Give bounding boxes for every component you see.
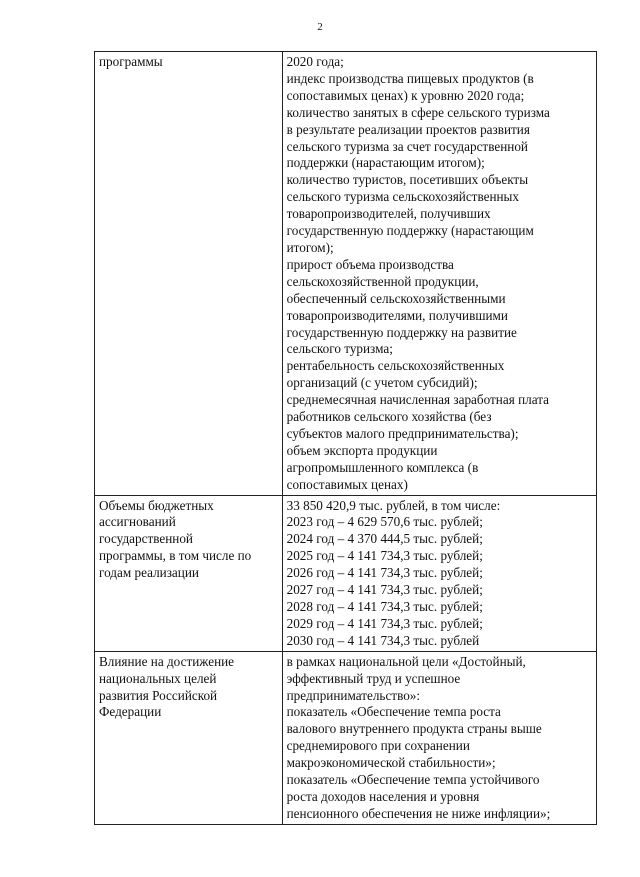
label-line: годам реализации: [99, 565, 199, 581]
value-line: в результате реализации проектов развития: [286, 121, 530, 137]
label-line: Влияние на достижение: [99, 653, 235, 669]
label-line: развития Российской: [99, 687, 218, 703]
value-line: пенсионного обеспечения не ниже инфляции»;: [286, 805, 551, 821]
value-line: показатель «Обеспечение темпа устойчивого: [286, 772, 540, 788]
value-line: сельского туризма сельскохозяйственных: [286, 189, 520, 205]
value-line: в рамках национальной цели «Достойный,: [286, 653, 526, 669]
row-value-cell: [282, 52, 596, 496]
value-line: субъектов малого предпринимательства);: [286, 425, 519, 441]
value-line: эффективный труд и успешное: [286, 670, 461, 686]
value-line: 2029 год – 4 141 734,3 тыс. рублей;: [286, 615, 483, 631]
value-line: сельского туризма за счет государственной: [286, 138, 528, 154]
value-line: 33 850 420,9 тыс. рублей, в том числе:: [286, 497, 501, 513]
value-line: сельскохозяйственной продукции,: [286, 273, 479, 289]
value-line: государственную поддержку на развитие: [286, 324, 517, 340]
program-passport-table: [94, 51, 597, 825]
value-line: сопоставимых ценах): [286, 476, 408, 492]
value-line: товаропроизводителей, получивших: [286, 206, 491, 222]
value-line: объем экспорта продукции: [286, 442, 438, 458]
row-label-cell: [95, 651, 283, 824]
row-value-cell: [282, 495, 596, 651]
label-line: программы: [99, 54, 163, 69]
label-line: Федерации: [99, 704, 162, 720]
value-line: 2026 год – 4 141 734,3 тыс. рублей;: [286, 565, 483, 581]
value-line: 2028 год – 4 141 734,3 тыс. рублей;: [286, 599, 483, 614]
value-line: организаций (с учетом субсидий);: [286, 375, 478, 391]
label-line: Объемы бюджетных: [99, 497, 214, 513]
value-line: 2025 год – 4 141 734,3 тыс. рублей;: [286, 548, 483, 564]
value-line: итогом);: [286, 239, 334, 255]
value-line: среднемесячная начисленная заработная плата: [286, 392, 549, 408]
label-line: программы, в том числе по: [99, 548, 252, 564]
value-line: сельского туризма;: [286, 341, 393, 357]
row-label-cell: [95, 52, 283, 496]
value-line: показатель «Обеспечение темпа роста: [286, 704, 501, 720]
label-line: государственной: [99, 531, 193, 547]
page-number: 2: [317, 21, 323, 33]
value-line: сопоставимых ценах) к уровню 2020 года;: [286, 87, 525, 103]
value-line: роста доходов населения и уровня: [286, 788, 480, 804]
value-line: 2024 год – 4 370 444,5 тыс. рублей;: [286, 531, 483, 547]
value-line: среднемирового при сохранении: [286, 738, 470, 754]
value-line: прирост объема производства: [286, 256, 454, 272]
row-value-cell: [282, 651, 596, 824]
value-line: 2027 год – 4 141 734,3 тыс. рублей;: [286, 582, 483, 598]
value-line: 2023 год – 4 629 570,6 тыс. рублей;: [286, 514, 483, 530]
row-label-cell: [95, 495, 283, 651]
value-line: количество туристов, посетивших объекты: [286, 172, 529, 188]
value-line: агропромышленного комплекса (в: [286, 459, 479, 475]
value-line: индекс производства пищевых продуктов (в: [286, 70, 534, 86]
value-line: предпринимательство»:: [286, 687, 421, 703]
value-line: 2030 год – 4 141 734,3 тыс. рублей: [286, 632, 480, 648]
value-line: количество занятых в сфере сельского туризма: [286, 104, 550, 120]
value-line: макроэкономической стабильности»;: [286, 755, 496, 771]
table-row: [95, 651, 597, 824]
table-row: [95, 52, 597, 496]
label-line: ассигнований: [99, 514, 176, 530]
value-line: поддержки (нарастающим итогом);: [286, 155, 485, 171]
value-line: товаропроизводителями, получившими: [286, 307, 508, 323]
value-line: 2020 года;: [286, 54, 344, 69]
table-row: [95, 495, 597, 651]
value-line: государственную поддержку (нарастающим: [286, 223, 534, 239]
value-line: работников сельского хозяйства (без: [286, 409, 492, 425]
value-line: валового внутреннего продукта страны выше: [286, 721, 542, 737]
label-line: национальных целей: [99, 670, 217, 686]
value-line: рентабельность сельскохозяйственных: [286, 358, 505, 374]
value-line: обеспеченный сельскохозяйственными: [286, 290, 506, 306]
